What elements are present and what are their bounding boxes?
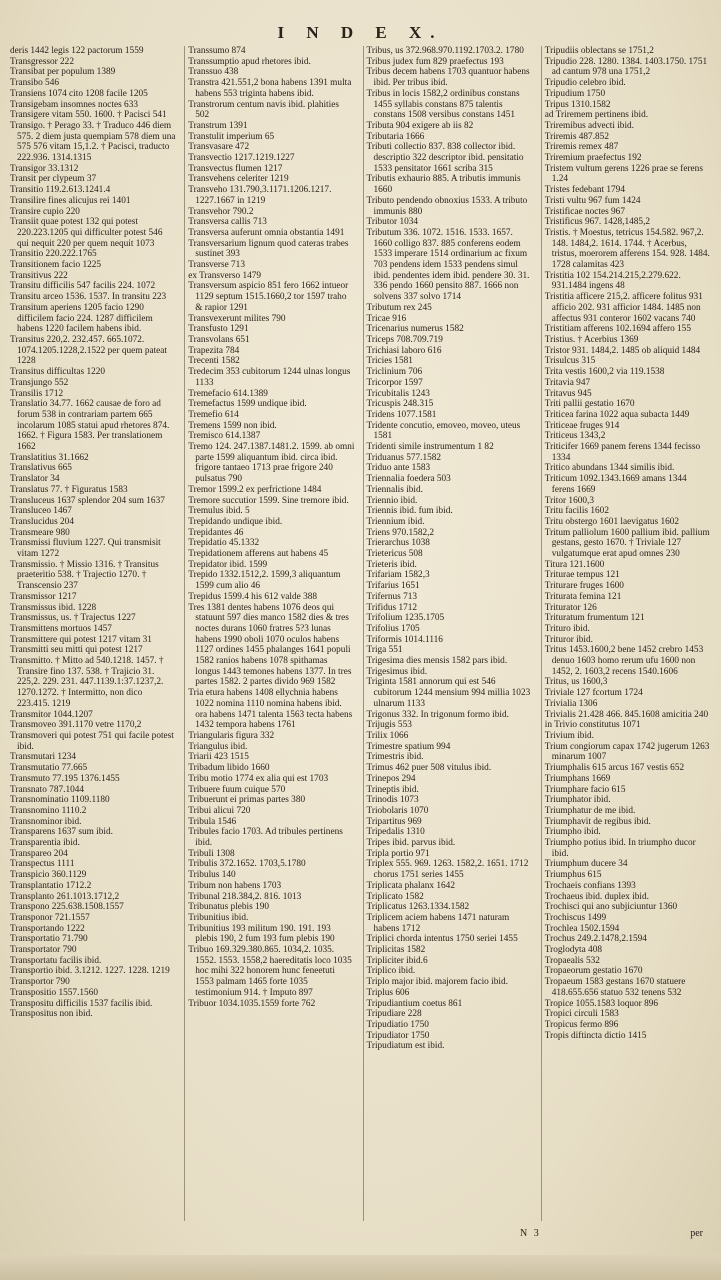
index-entry: Tristitia 102 154.214.215,2.279.622. 931.1484 ingens 48	[544, 270, 681, 292]
index-entry: Transfusto 1291	[188, 324, 249, 335]
index-entry: Triremibus advecti ibid.	[544, 120, 635, 131]
index-entry: Transire cupio 220	[10, 206, 80, 217]
index-entry: Tristitia afficere 215,2. afficere folitus 931 afficio 202. 931 afficior 1484. 1485 non affectus 931 conteror 1602 vacans 740	[544, 292, 703, 324]
index-entry: Tridenti simile instrumentum 1 82	[366, 442, 494, 453]
index-entry: Triturata femina 121	[544, 591, 622, 602]
index-entry: Trimestre spatium 994	[366, 741, 451, 752]
index-entry: Trivialis 21.428 466. 845.1608 amicitia 240	[544, 709, 709, 720]
index-entry: Trifidus 1712	[366, 602, 418, 613]
index-entry: Tropis diftincta dictio 1415	[544, 1030, 647, 1041]
index-entry: Triplico ibid.	[366, 966, 416, 977]
index-entry: Transmoveri qui potest 751 qui facile potest ibid.	[10, 731, 174, 752]
index-entry: Tritavus 945	[544, 388, 592, 399]
index-entry: Tristificae noctes 967	[544, 206, 625, 217]
index-entry: Transmissi fluvium 1227. Qui transmisit vitam 1272	[10, 538, 161, 560]
index-entry: Trichiasi laboro 616	[366, 345, 442, 356]
index-entry: Triennalis ibid.	[366, 484, 423, 495]
index-entry: Tristi vultu 967 fum 1424	[544, 195, 641, 206]
index-entry: Trochaeus ibid. duplex ibid.	[544, 891, 649, 902]
index-entry: Transigo. † Perago 33. † Traduco 446 diem 575. 2 diem justa quempiam 578 diem una 575 576 vitam 15,1.2. † Pacisci, traducto 222.936. 1314.1315	[10, 120, 176, 164]
index-entry: Trivium ibid.	[544, 731, 595, 741]
index-entry: Triplo major ibid. majorem facio ibid.	[366, 977, 508, 988]
index-column-3	[363, 46, 533, 1221]
index-entry: Triduanus 577.1582	[366, 452, 442, 463]
index-entry: Tripudiatum est ibid.	[366, 1041, 445, 1052]
index-entry: Transplanto 261.1013.1712,2	[10, 891, 120, 902]
index-entry: Transparens 1637 sum ibid.	[10, 827, 113, 838]
index-entry: Tritus, us 1600,3	[544, 677, 608, 688]
index-entry: Triobolaris 1070	[366, 805, 429, 816]
index-entry: Transmutatio 77.665	[10, 763, 88, 774]
index-entry: Transmitor 1044.1207	[10, 709, 93, 720]
index-entry: Tripes ibid. parvus ibid.	[366, 838, 456, 849]
index-entry: Translucidus 204	[10, 516, 74, 527]
index-entry: Transveho 131.790,3.1171.1206.1217. 1227.1667 in 1219	[188, 185, 332, 206]
index-entry: Transvehens celeriter 1219	[188, 174, 289, 185]
index-entry: Trituro ibid.	[544, 623, 590, 634]
index-entry: Tricubitalis 1243	[366, 388, 430, 399]
index-entry: Titura 121.1600	[544, 559, 605, 570]
index-entry: Tripedalis 1310	[366, 827, 425, 838]
index-entry: Triplicitas 1582	[366, 945, 426, 956]
index-entry: Transmutari 1234	[10, 752, 77, 763]
index-entry: Triarii 423 1515	[188, 752, 249, 763]
index-entry: Transsuo 438	[188, 67, 239, 78]
index-entry: Transigor 33.1312	[10, 163, 79, 174]
index-entry: Transibo 546	[10, 78, 59, 89]
index-entry: Transportator 790	[10, 945, 77, 956]
index-entry: Triens 970.1582,2	[366, 527, 435, 538]
signature-mark: N 3	[520, 1228, 541, 1239]
index-entry: Tropice 1055.1583 loquor 896	[544, 998, 659, 1009]
index-entry: Transvectio 1217.1219.1227	[188, 153, 295, 164]
index-entry: Trinodis 1073	[366, 795, 419, 806]
index-entry: Triumphare facio 615	[544, 784, 626, 795]
index-entry: Transgressor 222	[10, 56, 74, 67]
index-entry: Transmittens mortuos 1457	[10, 623, 112, 634]
index-entry: Tripus 1310.1582	[544, 99, 611, 110]
index-entry: Tridente concutio, emoveo, moveo, uteus 1581	[366, 420, 521, 442]
page-header: I N D E X.	[277, 23, 444, 42]
index-entry: Transtulit imperium 65	[188, 131, 275, 142]
index-entry: Triennalia foedera 503	[366, 474, 451, 485]
index-entry: Triturare fruges 1600	[544, 581, 624, 592]
index-entry: Trecenti 1582	[188, 356, 240, 367]
index-entry: Triremis remex 487	[544, 142, 619, 153]
index-entry: ex Transverso 1479	[188, 270, 262, 281]
index-entry: Transpositus non ibid.	[10, 1009, 93, 1020]
index-entry: Transverse 713	[188, 260, 245, 271]
index-entry: Trieteris ibid.	[366, 559, 417, 570]
index-entry: Tribus decem habens 1703 quantuor habens ibid. Per tribus ibid.	[366, 67, 530, 89]
index-entry: Transpectus 1111	[10, 859, 75, 870]
index-entry: Trepido 1332.1512,2. 1599,3 aliquantum 1599 cum alio 46	[188, 570, 341, 592]
index-entry: Transmissus ibid. 1228	[10, 602, 97, 613]
index-entry: ad Triremem pertinens ibid.	[544, 110, 649, 121]
index-column-2	[184, 46, 354, 1221]
index-entry: Tritu obstergo 1601 laevigatus 1602	[544, 516, 680, 527]
index-entry: Tristitiam afferens 102.1694 affero 155	[544, 324, 691, 335]
index-entry: Translatio 34.77. 1662 causae de foro ad forum 538 in contrariam partem 665 incolarum 1085 statui apud rhetores 874. 1662. † Figura 1583. Per translationem 1662	[10, 399, 170, 453]
index-entry: Triduo ante 1583	[366, 463, 431, 474]
index-entry: Triumpho ibid.	[544, 827, 601, 838]
index-entry: Tropicus fermo 896	[544, 1019, 619, 1030]
index-entry: Triticeus 1343,2	[544, 431, 606, 442]
index-entry: Triumphatur de me ibid.	[544, 805, 636, 816]
index-entry: Tributa 904 exigere ab iis 82	[366, 120, 474, 131]
index-entry: Transvasare 472	[188, 142, 250, 153]
index-entry: Transitu difficilis 547 facilis 224. 1072	[10, 281, 156, 292]
index-entry: Trochus 249.2.1478,2.1594	[544, 934, 647, 945]
index-entry: Trochiscus 1499	[544, 912, 607, 923]
index-entry: Transportio ibid. 3.1212. 1227. 1228. 1219	[10, 966, 170, 977]
index-entry: Tremulus ibid. 5	[188, 506, 250, 517]
index-entry: Transit per clypeum 37	[10, 174, 97, 185]
index-entry: Tristem vultum gerens 1226 prae se ferens 1.24	[544, 163, 703, 185]
index-entry: Translatitius 31.1662	[10, 452, 89, 463]
index-entry: Transiens 1074 cito 1208 facile 1205	[10, 88, 148, 99]
index-entry: Trimus 462 puer 508 vitulus ibid.	[366, 763, 492, 774]
index-entry: Tridens 1077.1581	[366, 409, 437, 420]
index-entry: Triumphalis 615 arcus 167 vestis 652	[544, 763, 685, 774]
index-entry: Triumpho potius ibid. In triumpho ducor ibid.	[544, 838, 696, 859]
index-entry: Translator 34	[10, 474, 60, 485]
index-entry: Triplicem aciem habens 1471 naturam habens 1712	[366, 912, 510, 934]
index-entry: Tritum palliolum 1600 pallium ibid. pallium gestans, gesto 1670. † Triviale 127 vulgatumque erat apud omnes 230	[544, 527, 710, 560]
index-entry: Triturae tempus 121	[544, 570, 620, 581]
index-entry: Transpositu difficilis 1537 facilis ibid.	[10, 998, 153, 1009]
index-entry: Trita vestis 1600,2 via 119.1538	[544, 367, 665, 378]
index-entry: Transportatio 71.790	[10, 934, 88, 945]
index-entry: Trochaeis confians 1393	[544, 880, 636, 891]
index-entry: Trimestris ibid.	[366, 752, 424, 763]
index-entry: Triclinium 706	[366, 367, 423, 378]
index-entry: Trisulcus 315	[544, 356, 596, 367]
page-edge	[0, 1255, 721, 1280]
index-entry: Tripudiare 228	[366, 1009, 422, 1020]
index-entry: Transnomino 1110.2	[10, 805, 87, 816]
index-entry: Tristes fedebant 1794	[544, 185, 625, 196]
index-entry: Tribunitius ibid.	[188, 912, 249, 923]
index-entry: Transigere vitam 550. 1600. † Pacisci 541	[10, 110, 167, 121]
index-entry: Trigesima dies mensis 1582 pars ibid.	[366, 656, 508, 667]
index-entry: Transitio 220.222.1765	[10, 249, 97, 260]
index-entry: Triennis ibid. fum ibid.	[366, 506, 453, 517]
index-entry: Trifariam 1582,3	[366, 570, 430, 581]
index-entry: Trifolium 1235.1705	[366, 613, 445, 624]
index-entry: Triumphans 1669	[544, 773, 611, 784]
index-entry: Tropaealis 532	[544, 955, 600, 966]
index-entry: Transluceo 1467	[10, 506, 72, 517]
index-entry: Tributo pendendo obnoxius 1533. A tributo immunis 880	[366, 195, 528, 217]
index-entry: deris 1442 legis 122 pactorum 1559	[10, 46, 144, 56]
index-entry: Tributum 336. 1072. 1516. 1533. 1657. 1660 colligo 837. 885 conferens eodem 1533 imperare 1514 ordinarium ac fixum 703 pendens idem 1533 pendens simul ibid. pendentes idem ibid. pendere 30. 31. 336 pendo 1660 pensito 887. 1666 non solvens 337 solvo 1714	[366, 227, 530, 303]
index-entry: Triremium praefectus 192	[544, 153, 642, 164]
index-entry: Trituratum frumentum 121	[544, 613, 645, 624]
index-column-1	[10, 46, 176, 1221]
index-entry: Tribuerunt ei primas partes 380	[188, 795, 306, 806]
index-entry: Transitionem facio 1225	[10, 260, 102, 271]
index-entry: Transportatu facilis ibid.	[10, 955, 102, 966]
index-entry: Tripudiatio 1750	[366, 1019, 429, 1030]
index-entry: Transparentia ibid.	[10, 838, 80, 849]
index-entry: Trifarius 1651	[366, 581, 420, 592]
index-entry: Trifernus 713	[366, 591, 418, 602]
index-entry: Tritu facilis 1602	[544, 506, 609, 517]
index-entry: Transtra 421.551,2 bona habens 1391 multa habens 553 triginta habens ibid.	[188, 78, 352, 99]
catchword: per	[690, 1228, 703, 1239]
index-entry: Transitus difficultas 1220	[10, 367, 106, 378]
index-entry: Tremefacio 614.1389	[188, 388, 268, 399]
index-entry: Transibat per populum 1389	[10, 67, 116, 78]
index-entry: Transiit quae potest 132 qui potest 220.223.1205 qui difficulter potest 546 qui nequit 220 per quem nequit 1073	[10, 217, 163, 249]
index-entry: Tribu motio 1774 ex alia qui est 1703	[188, 773, 329, 784]
index-entry: Transsumptio apud rhetores ibid.	[188, 56, 311, 67]
index-entry: Tremisco 614.1387	[188, 431, 261, 442]
index-entry: Transplantatio 1712.2	[10, 880, 92, 891]
index-column-4	[541, 46, 711, 1221]
index-entry: Trietericus 508	[366, 549, 423, 560]
index-entry: Tribules facio 1703. Ad tribules pertinens ibid.	[188, 827, 343, 849]
index-entry: Transmitti seu mitti qui potest 1217	[10, 645, 143, 656]
index-entry: Transmoveo 391.1170 vetre 1170,2	[10, 720, 142, 731]
index-entry: Trifolius 1705	[366, 623, 420, 634]
index-entry: Tribum non habens 1703	[188, 880, 282, 891]
index-entry: Tribuli 1308	[188, 848, 235, 859]
index-entry: Triplicata phalanx 1642	[366, 880, 455, 891]
index-entry: Trepidus 1599.4 his 612 valde 388	[188, 591, 318, 602]
index-entry: Triticifer 1669 panem ferens 1344 fecisso 1334	[544, 442, 701, 463]
index-entry: Tres 1381 dentes habens 1076 deos qui statuunt 597 dies manco 1582 dies & tres noctes durans 1060 fratres 5?3 lunas habens 1990 oboli 1070 oculos habens 1127 ordines 1455 phalanges 1641 populi 1582 ranios habens 1078 spithamas longus 1443 temones habens 1377. In tres partes 1582. 2 partes divido 969 1582	[188, 602, 352, 688]
index-entry: Transilis 1712	[10, 388, 64, 399]
index-entry: Trilix 1066	[366, 731, 409, 741]
index-entry: Tripudiis oblectans se 1751,2	[544, 46, 654, 56]
index-entry: Triplicatus 1263.1334.1582	[366, 902, 470, 913]
index-entry: Trineptis ibid.	[366, 784, 419, 795]
index-entry: Tropaeorum gestatio 1670	[544, 966, 643, 977]
index-entry: Transversarium lignum quod cateras trabes sustinet 393	[188, 238, 349, 260]
index-entry: Transmitto. † Mitto ad 540.1218. 1457. † Transire fino 137. 538. † Trajicio 31. 225,2. 229. 231. 447.1139.1:37.1237,2. 1270.1272. † Intermitto, non dico 223.415. 1219	[10, 656, 164, 709]
index-entry: Transversa callis 713	[188, 217, 267, 228]
index-entry: Transmuto 77.195 1376.1455	[10, 773, 120, 784]
index-entry: Tremor 1599.2 ex perfrictione 1484	[188, 484, 322, 495]
index-entry: Transitio 119.2.613.1241.4	[10, 185, 111, 196]
index-entry: Tristius. † Acerbius 1369	[544, 334, 639, 345]
index-entry: Transmissio. † Missio 1316. † Transitus praeteritio 538. † Trajectio 1270. † Transcensio 237	[10, 559, 159, 592]
index-entry: Tripudio 228. 1280. 1384. 1403.1750. 1751 ad cantum 978 una 1751,2	[544, 56, 708, 78]
index-entry: Triticeae fruges 914	[544, 420, 620, 431]
index-entry: Triennio ibid.	[366, 495, 418, 506]
index-entry: Tribus judex fum 829 praefectus 193	[366, 56, 504, 67]
index-entry: Trochlea 1502.1594	[544, 923, 620, 934]
index-entry: Tributor 1034	[366, 217, 419, 228]
index-entry: Transitum aperiens 1205 facio 1290 difficilem facio 224. 1287 difficilem habens 1220 facilem habens ibid.	[10, 302, 153, 335]
index-entry: Transversum aspicio 851 fero 1662 intueor 1129 septum 1515.1660,2 tor 1597 traho & rapior 1291	[188, 281, 349, 313]
index-entry: Trivialia 1306	[544, 698, 598, 709]
index-entry: Tribuere fuum cuique 570	[188, 784, 286, 795]
index-entry: Trepidationem afferens aut habens 45	[188, 549, 329, 560]
index-entry: Transmissus, us. † Trajectus 1227	[10, 613, 136, 624]
index-entry: Triumphum ducere 34	[544, 859, 628, 870]
index-entry: Triplicato 1582	[366, 891, 424, 902]
index-entry: Transnominor ibid.	[10, 816, 82, 827]
index-entry: Transmissor 1217	[10, 591, 77, 602]
index-entry: in Trivio constitutus 1071	[544, 720, 641, 731]
index-entry: Triumphator ibid.	[544, 795, 611, 806]
index-entry: Triplex 555. 969. 1263. 1582,2. 1651. 1712 chorus 1751 series 1455	[366, 859, 529, 881]
index-entry: Triremis 487.852	[544, 131, 609, 142]
index-entry: Triangulus ibid.	[188, 741, 248, 752]
index-entry: Tribunitius 193 militum 190. 191. 193 plebis 190, 2 fum 193 fum plebis 190	[188, 923, 335, 945]
index-entry: Tricae 916	[366, 313, 407, 324]
index-entry: Tributum rex 245	[366, 302, 432, 313]
index-entry: Trepidator ibid. 1599	[188, 559, 268, 570]
index-entry: Tritavia 947	[544, 377, 591, 388]
index-entry: Transilire fines alicujus rei 1401	[10, 195, 131, 206]
index-entry: Triformis 1014.1116	[366, 634, 443, 645]
index-entry: Tristis. † Moestus, tetricus 154.582. 967,2. 148. 1484,2. 1614. 1744. † Acerbus, tristus, moerorem afferens 154. 928. 1484. 1728 calamitas 423	[544, 227, 710, 271]
index-entry: Transluceus 1637 splendor 204 sum 1637	[10, 495, 165, 506]
index-entry: Tritor 1600,3	[544, 495, 594, 506]
index-entry: Transpositio 1557.1560	[10, 987, 98, 998]
index-entry: Triumphavit de regibus ibid.	[544, 816, 651, 827]
index-entry: Trijugis 553	[366, 720, 412, 731]
index-entry: Tributaria 1666	[366, 131, 425, 142]
index-entry: Trium congiorum capax 1742 jugerum 1263 minarum 1007	[544, 741, 710, 763]
index-entry: Trochisci qui ano subjiciuntur 1360	[544, 902, 678, 913]
index-entry: Tripliciter ibid.6	[366, 955, 428, 966]
index-entry: Triennium ibid.	[366, 516, 425, 527]
index-entry: Tricenarius numerus 1582	[366, 324, 464, 335]
index-entry: Tredecim 353 cubitorum 1244 ulnas longus 1133	[188, 367, 351, 388]
index-entry: Transportando 1222	[10, 923, 85, 934]
index-entry: Triumphus 615	[544, 870, 602, 881]
index-entry: Tribuor 1034.1035.1559 forte 762	[188, 998, 316, 1009]
index-entry: Tritus 1453.1600,2 bene 1452 crebro 1453 denuo 1603 homo rerum ufu 1600 non 1452, 2. 1603,2 recens 1540.1606	[544, 645, 704, 677]
index-entry: Trigesimus ibid.	[366, 666, 428, 677]
index-entry: Triplus 606	[366, 987, 410, 998]
index-entry: Tricuspis 248.315	[366, 399, 434, 410]
index-entry: Tribula 1546	[188, 816, 237, 827]
index-entry: Transnato 787.1044	[10, 784, 85, 795]
index-entry: Tremefactus 1599 undique ibid.	[188, 399, 307, 410]
index-entry: Troglodyta 408	[544, 945, 603, 956]
index-entry: Transigebam insomnes noctes 633	[10, 99, 138, 110]
index-entry: Tropici circuli 1583	[544, 1009, 619, 1020]
index-entry: Tria etura habens 1408 ellychnia habens 1022 nomina 1110 nomina habens ibid. ora habens 1471 talenta 1563 tecta habens 1432 tempora habens 1761	[188, 688, 353, 731]
index-entry: Tremens 1599 non ibid.	[188, 420, 277, 431]
index-entry: Trepidantes 46	[188, 527, 244, 538]
index-entry: Tribui alicui 720	[188, 805, 251, 816]
index-entry: Transvectus flumen 1217	[188, 163, 283, 174]
index-entry: Transportor 790	[10, 977, 70, 988]
index-entry: Transponor 721.1557	[10, 912, 90, 923]
page-footer	[0, 1228, 721, 1248]
index-entry: Tribulis 372.1652. 1703,5.1780	[188, 859, 306, 870]
index-entry: Transversa auferunt omnia obstantia 1491	[188, 227, 345, 238]
index-entry: Tremefio 614	[188, 409, 239, 420]
index-entry: Tripudio celebro ibid.	[544, 78, 626, 89]
index-entry: Transnominatio 1109.1180	[10, 795, 110, 806]
index-entry: Tribulus 140	[188, 870, 236, 881]
index-entry: Tripudium 1750	[544, 88, 606, 99]
index-entry: Trierarchus 1038	[366, 538, 430, 549]
index-entry: Trinepos 294	[366, 773, 416, 784]
index-entry: Tributis exhaurio 885. A tributis immunis 1660	[366, 174, 521, 196]
index-entry: Triga 551	[366, 645, 403, 656]
index-entry: Tribunatus plebis 190	[188, 902, 270, 913]
index-entry: Tribus in locis 1582,2 ordinibus constans 1455 syllabis constans 875 talentis constans 1508 versibus constans 1451	[366, 88, 520, 121]
index-entry: Transsumo 874	[188, 46, 246, 56]
index-entry: Transjungo 552	[10, 377, 69, 388]
index-entry: Translatus 77. † Figuratus 1583	[10, 484, 128, 495]
index-entry: Transmittere qui potest 1217 vitam 31	[10, 634, 152, 645]
index-entry: Transtrorum centum navis ibid. plahities 502	[188, 99, 339, 121]
index-entry: Tristor 931. 1484,2. 1485 ob aliquid 1484	[544, 345, 701, 356]
index-entry: Transtrum 1391	[188, 120, 248, 131]
index-entry: Trigonus 332. In trigonum formo ibid.	[366, 709, 509, 720]
index-entry: Tribus, us 372.968.970.1192.1703.2. 1780	[366, 46, 524, 56]
index-entry: Tribunal 218.384,2. 816. 1013	[188, 891, 302, 902]
index-entry: Transitu arceo 1536. 1537. In transitu 223	[10, 292, 167, 303]
index-entry: Tropaeum 1583 gestans 1670 statuere 418.655.656 statuo 532 tenens 532	[544, 977, 686, 998]
index-entry: Tributi collectio 837. 838 collector ibid. descriptio 322 descriptor ibid. pensitatio 1533 pensitator 1661 scriba 315	[366, 142, 524, 174]
index-entry: Triticum 1092.1343.1669 amans 1344 ferens 1669	[544, 474, 687, 495]
index-entry: Tripla portio 971	[366, 848, 430, 859]
index-entry: Triangularis figura 332	[188, 731, 275, 741]
index-columns	[10, 46, 711, 1221]
index-entry: Trapezita 784	[188, 345, 240, 356]
index-entry: Transitus 220,2. 232.457. 665.1072. 1074.1205.1228,2.1522 per quem pateat 1228	[10, 334, 168, 367]
index-entry: Tribadum libido 1660	[188, 763, 270, 774]
index-entry: Tritico abundans 1344 similis ibid.	[544, 463, 675, 474]
index-entry: Translativus 665	[10, 463, 72, 474]
index-entry: Trituror ibid.	[544, 634, 593, 645]
index-entry: Triturator 126	[544, 602, 597, 613]
index-entry: Transpicio 360.1129	[10, 870, 87, 881]
index-entry: Tremore succutior 1599. Sine tremore ibid.	[188, 495, 349, 506]
index-entry: Transvexerunt milites 790	[188, 313, 286, 324]
index-entry: Tricies 1581	[366, 356, 413, 367]
index-entry: Tristificus 967. 1428,1485,2	[544, 217, 651, 228]
index-entry: Tripartitus 969	[366, 816, 422, 827]
index-entry: Tripudiantium coetus 861	[366, 998, 463, 1009]
index-entry: Triceps 708.709.719	[366, 334, 443, 345]
index-entry: Triviale 127 fcortum 1724	[544, 688, 643, 699]
index-entry: Transitivus 222	[10, 270, 68, 281]
index-entry: Triticea farina 1022 aqua subacta 1449	[544, 409, 690, 420]
index-entry: Transmeare 980	[10, 527, 70, 538]
index-entry: Transvehor 790.2	[188, 206, 254, 217]
index-entry: Tremo 124. 247.1387.1481.2. 1599. ab omni parte 1599 aliquantum ibid. circa ibid. frigore tantaeo 1713 prae frigore 240 pulsatus 790	[188, 442, 355, 485]
index-entry: Tricorpor 1597	[366, 377, 423, 388]
index-entry: Tribuo 169.329.380.865. 1034,2. 1035. 1552. 1553. 1558,2 haereditatis loco 1035 hoc mihi 322 honorem hunc feneetuti 1553 palmam 1465 forte 1035 testimonium 914. † Imputo 897	[188, 945, 352, 998]
index-entry: Transpono 225.638.1508.1557	[10, 902, 124, 913]
index-entry: Transvolans 651	[188, 334, 250, 345]
index-entry: Triti pallii gestatio 1670	[544, 399, 635, 410]
index-entry: Triginta 1581 annorum qui est 546 cubitorum 1244 mensium 994 millia 1023 ulnarum 1133	[366, 677, 531, 709]
index-entry: Tripudiator 1750	[366, 1030, 430, 1041]
index-entry: Triplici chorda intentus 1750 seriei 1455	[366, 934, 518, 945]
index-entry: Trepidatio 45.1332	[188, 538, 260, 549]
index-entry: Trepidando undique ibid.	[188, 516, 283, 527]
index-entry: Transpareo 204	[10, 848, 68, 859]
